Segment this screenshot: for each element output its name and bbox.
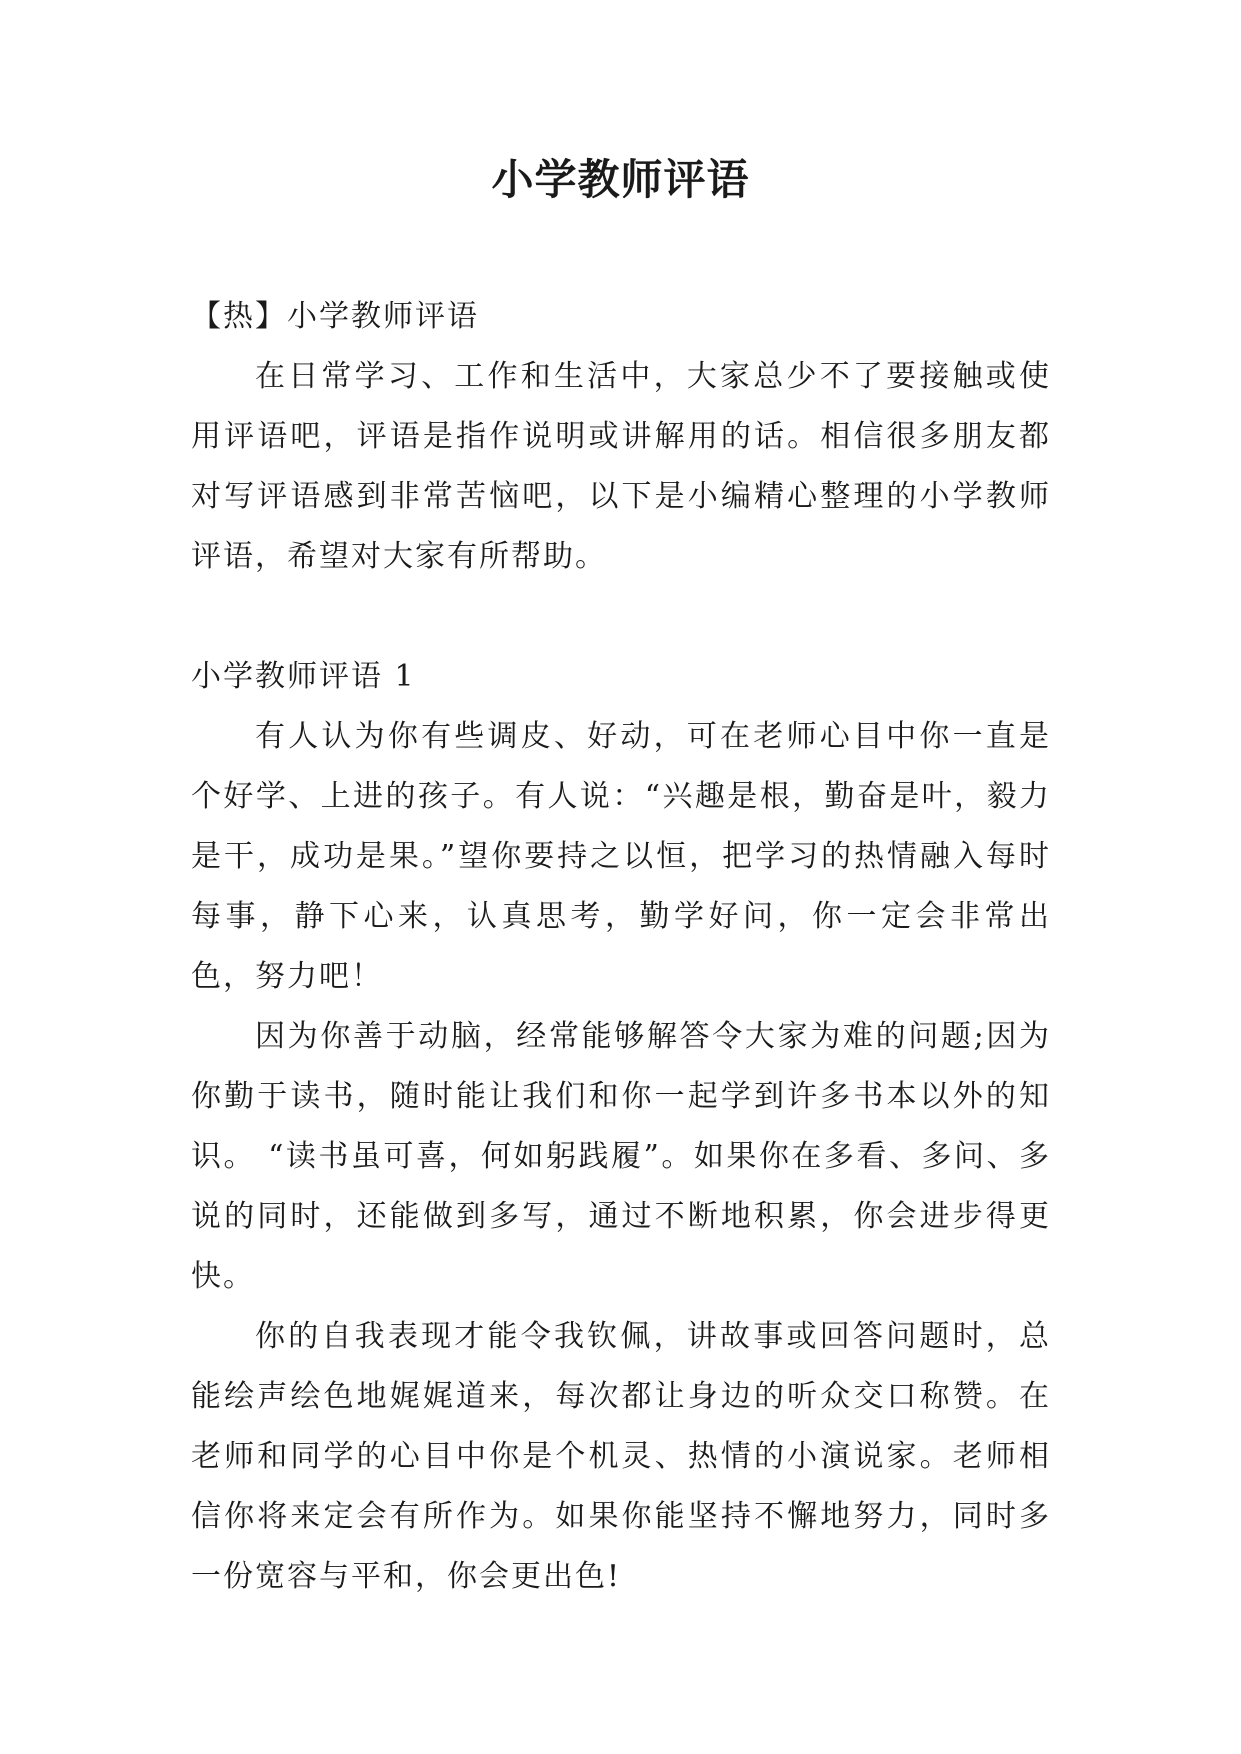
document-body (191, 287, 1051, 1607)
comment-paragraph: 因为你善于动脑，经常能够解答令大家为难的问题;因为你勤于读书，随时能让我们和你一起学到许多书本以外的知识。 “读书虽可喜，何如躬践履”。如果你在多看、多问、多说的同时，还能做到多写，通过不断地积累，你会进步得更快。 (191, 1019, 1051, 1294)
section-spacer (191, 587, 1051, 647)
comment-paragraph: 你的自我表现才能令我钦佩，讲故事或回答问题时，总能绘声绘色地娓娓道来，每次都让身边的听众交口称赞。在老师和同学的心目中你是个机灵、热情的小演说家。老师相信你将来定会有所作为。如果你能坚持不懈地努力，同时多一份宽容与平和，你会更出色! (191, 1319, 1051, 1594)
section-heading: 小学教师评语 1 (191, 659, 416, 694)
document-title: 小学教师评语 (491, 155, 750, 204)
comment-paragraph: 有人认为你有些调皮、好动，可在老师心目中你一直是个好学、上进的孩子。有人说：“兴趣是根，勤奋是叶，毅力是干，成功是果。”望你要持之以恒，把学习的热情融入每时每事，静下心来，认真思考，勤学好问，你一定会非常出色，努力吧！ (191, 719, 1051, 994)
document-subtitle: 【热】小学教师评语 (191, 299, 479, 334)
intro-paragraph: 在日常学习、工作和生活中，大家总少不了要接触或使用评语吧，评语是指作说明或讲解用的话。相信很多朋友都对写评语感到非常苦恼吧，以下是小编精心整理的小学教师评语，希望对大家有所帮助。 (191, 359, 1051, 574)
